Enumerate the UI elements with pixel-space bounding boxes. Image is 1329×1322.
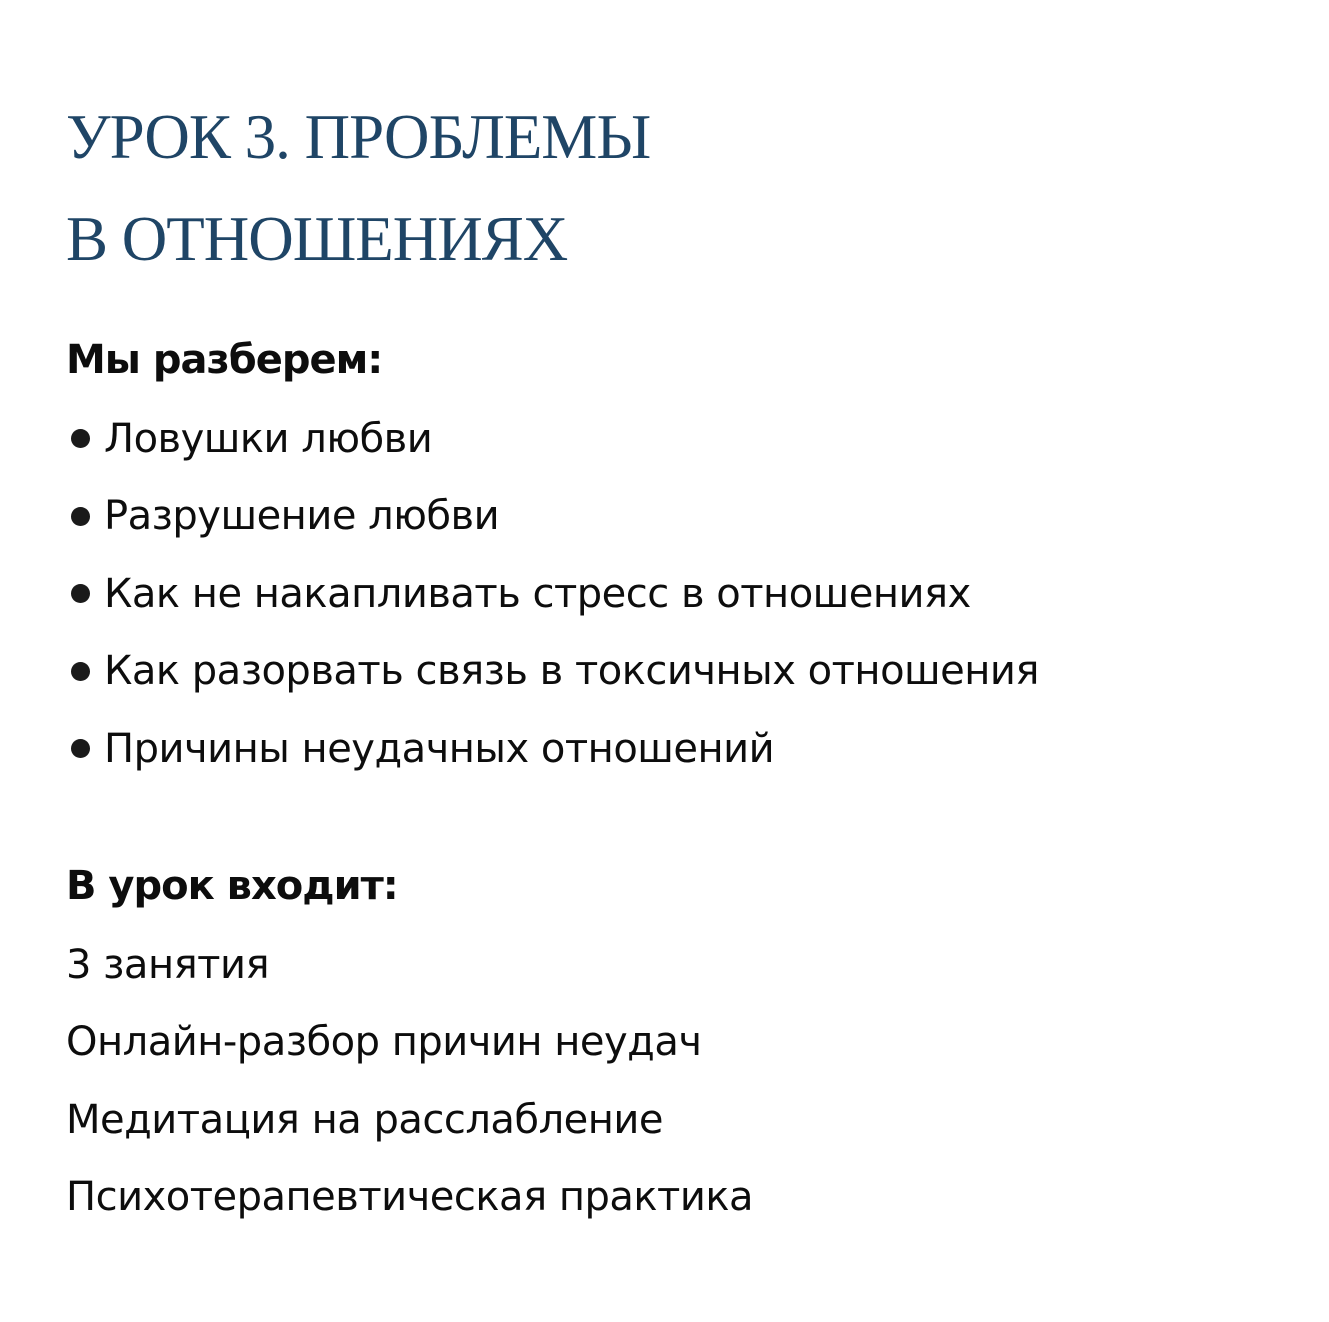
bullet-icon [71,429,90,448]
bullet-icon [71,739,90,758]
include-item: Медитация на расслабление [66,1096,664,1143]
topic-label: Как не накапливать стресс в отношениях [104,570,971,617]
topics-heading: Мы разберем: [66,337,383,383]
topic-item [66,555,1039,633]
topic-item [66,478,1039,556]
bullet-icon [71,662,90,681]
include-item: 3 занятия [66,941,270,988]
lesson-title-line-2: В ОТНОШЕНИЯХ [66,204,568,274]
lesson-title-line-1: УРОК 3. ПРОБЛЕМЫ [66,102,651,172]
topic-item [66,400,1039,478]
topics-list [66,400,1039,788]
topic-item [66,633,1039,711]
includes-list [66,926,753,1236]
lesson-title [66,86,650,290]
include-item: Онлайн-разбор причин неудач [66,1019,702,1066]
include-item: Психотерапевтическая практика [66,1174,754,1221]
includes-heading: В урок входит: [66,863,398,909]
bullet-icon [71,584,90,603]
topic-label: Причины неудачных отношений [104,725,775,772]
topic-label: Как разорвать связь в токсичных отношения [104,648,1039,695]
topic-label: Разрушение любви [104,493,500,540]
bullet-icon [71,507,90,526]
topic-label: Ловушки любви [104,415,433,462]
topic-item [66,710,1039,788]
